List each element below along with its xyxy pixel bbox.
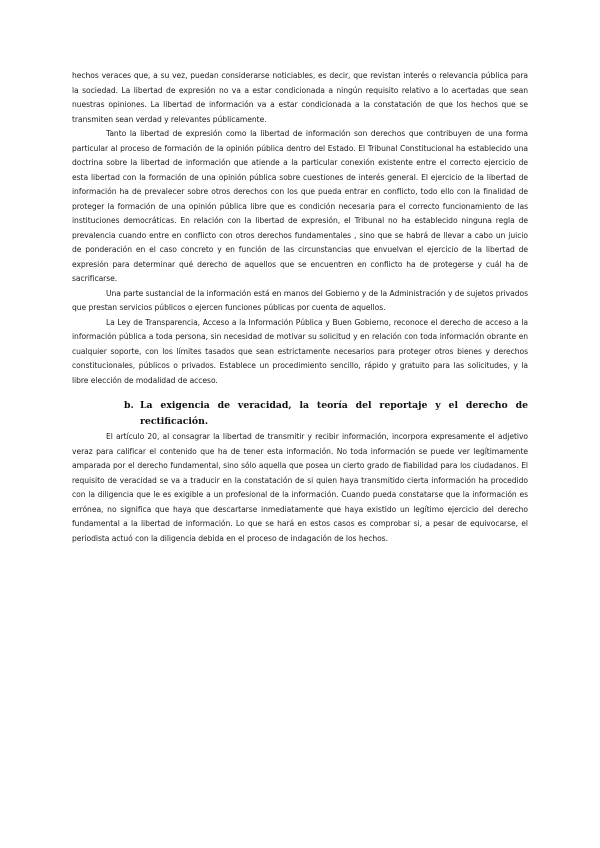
section-heading-marker: b. (124, 400, 134, 411)
paragraph-4: La Ley de Transparencia, Acceso a la Información Pública y Buen Gobierno, reconoce el derecho de acceso a la información pública a toda persona, sin necesidad de motivar su solicitud y en relación con toda información obrante en cualquier soporte, con los límites tasados que sean estrictamente necesarios para proteger otros bienes y derechos constitucionales, públicos o privados. Establece un procedimiento sencillo, rápido y gratuito para las solicitudes, y la libre elección de modalidad de acceso. (72, 317, 528, 385)
section-heading-text: La exigencia de veracidad, la teoría del reportaje y el derecho de rectificación. (140, 400, 528, 427)
section-heading (72, 398, 528, 430)
paragraph-2: Tanto la libertad de expresión como la libertad de información son derechos que contribuyen de una forma particular al proceso de formación de la opinión pública dentro del Estado. El Tribunal Constitucional ha establecido una doctrina sobre la libertad de información que atiende a la particular conexión existente entre el correcto ejercicio de esta libertad con la formación de una opinión pública sobre cuestiones de interés general. El ejercicio de la libertad de información ha de prevalecer sobre otros derechos con los que pueda entrar en conflicto, todo ello con la finalidad de proteger la formación de una opinión pública libre que es condición necesaria para el correcto funcionamiento de las instituciones democráticas. En relación con la libertad de expresión, el Tribunal no ha establecido ninguna regla de prevalencia cuando entre en conflicto con otros derechos fundamentales , sino que se habrá de llevar a cabo un juicio de ponderación en el caso concreto y en función de las circunstancias que envuelvan el ejercicio de la libertad de expresión para determinar qué derecho de aquellos que se encuentren en conflicto ha de protegerse y cuál ha de sacrificarse. (72, 129, 528, 283)
paragraph-5: El artículo 20, al consagrar la libertad de transmitir y recibir información, incorpora expresamente el adjetivo veraz para calificar el contenido que ha de tener esta información. No toda información se puede ver legítimamente amparada por el derecho fundamental, sino sólo aquella que posea un cierto grado de fiabilidad para los ciudadanos. El requisito de veracidad se va a traducir en la constatación de si quien haya transmitido cierta información ha procedido con la diligencia que le es exigible a un profesional de la información. Cuando pueda constatarse que la información es errónea, no significa que haya que descartarse inmediatamente que haya existido un legítimo ejercicio del derecho fundamental a la libertad de información. Lo que se hará en estos casos es comprobar si, a pesar de equivocarse, el periodista actuó con la diligencia debida en el proceso de indagación de los hechos. (72, 432, 528, 543)
paragraph-3: Una parte sustancial de la información está en manos del Gobierno y de la Administración y de sujetos privados que prestan servicios públicos o ejercen funciones públicas por cuenta de aquellos. (72, 288, 528, 312)
document-page (72, 69, 528, 809)
paragraph-1: hechos veraces que, a su vez, puedan considerarse noticiables, es decir, que revistan interés o relevancia pública para la sociedad. La libertad de expresión no va a estar condicionada a ningún requisito relativo a lo acertadas que sean nuestras opiniones. La libertad de información va a estar condicionada a la constatación de que los hechos que se transmiten sean verdad y relevantes públicamente. (72, 71, 528, 124)
